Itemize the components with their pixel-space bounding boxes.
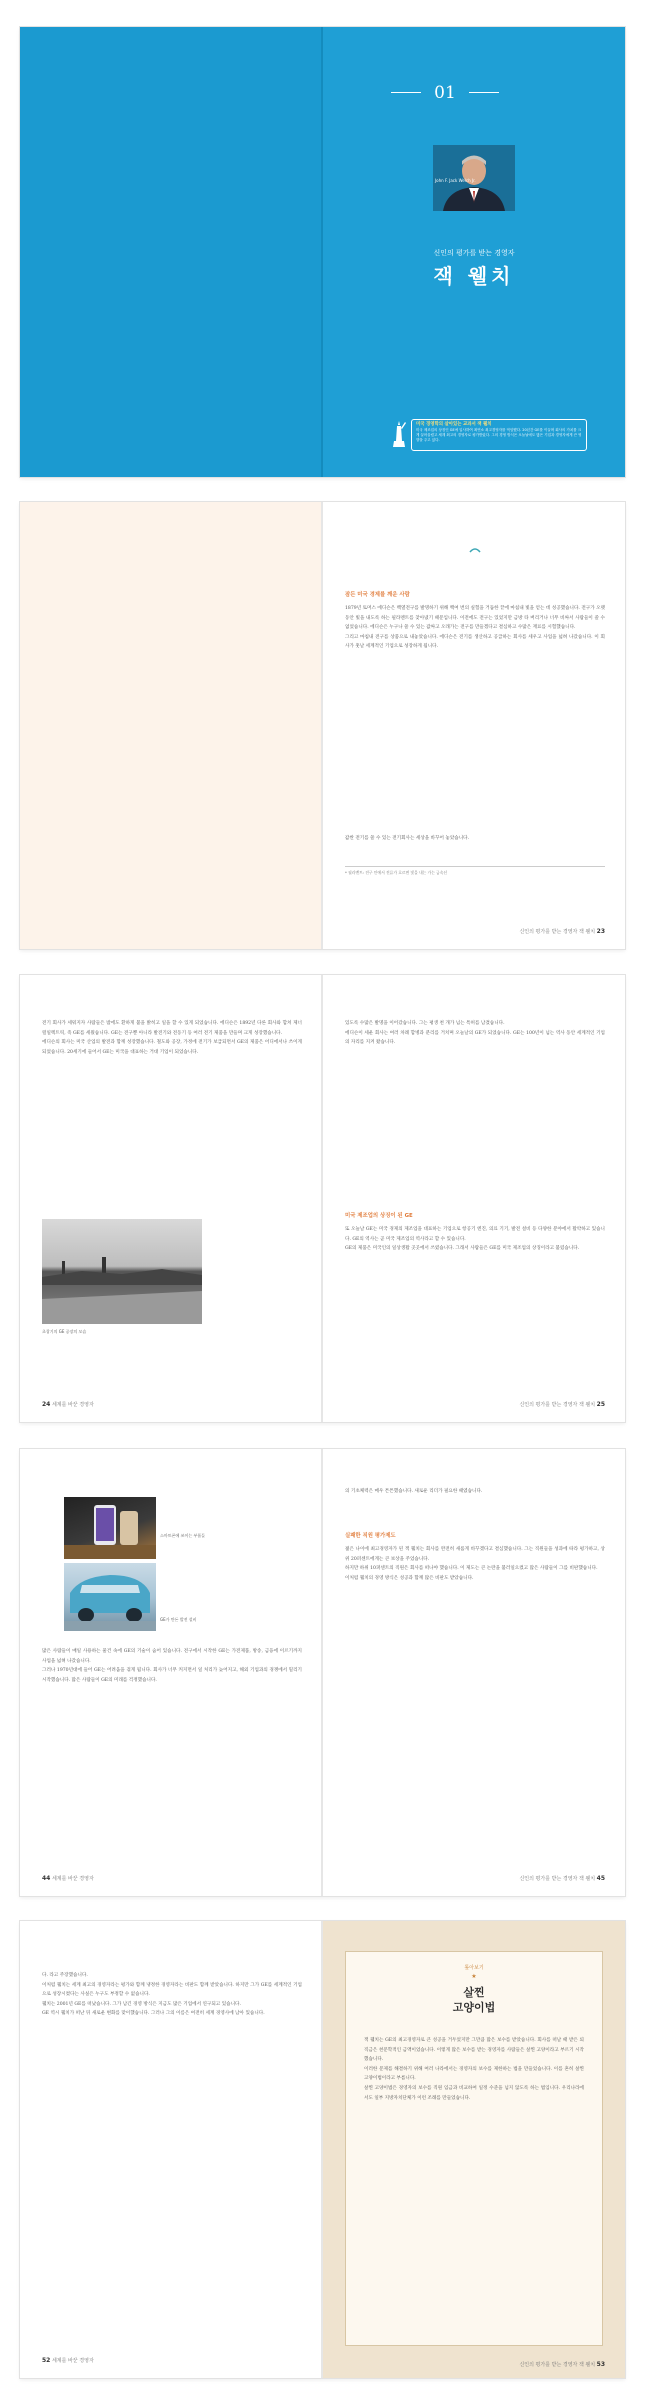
- section-heading: 미국 제조업의 상징이 된 GE: [345, 1213, 413, 1219]
- folio-right: [519, 1401, 605, 1408]
- liberty-statue-icon: [390, 419, 408, 449]
- folio-right: [519, 2361, 605, 2368]
- spread-page-24-25: [20, 975, 625, 1422]
- paragraph: 이처럼 웰치의 경영 방식은 성공과 함께 많은 비판도 받았습니다.: [345, 1575, 474, 1581]
- star-icon: ★: [471, 1973, 477, 1980]
- paragraph: 다. 라고 주장했습니다.: [42, 1973, 88, 1978]
- folio-left: [42, 1401, 94, 1408]
- intro-title: 미국 경영학의 살아있는 교과서 잭 웰치: [416, 422, 492, 427]
- body-text: [345, 604, 605, 652]
- photo-caption: 초창기의 GE 공장의 모습: [42, 1329, 87, 1334]
- ornament-icon: [469, 546, 481, 554]
- body-text: [42, 1647, 302, 1685]
- power-plant-illustration: [64, 1563, 156, 1631]
- subtitle: 신인의 평가를 받는 경영자: [433, 249, 515, 257]
- spread-page-52-53: [20, 1921, 625, 2378]
- paragraph: 젊은 나이에 최고경영자가 된 잭 웰치는 회사를 완전히 새롭게 바꾸겠다고 결심했습니다. 그는 직원들을 성과에 따라 평가하고, 상위 20퍼센트에게는 큰 보상을 주었습니다.: [345, 1547, 605, 1562]
- folio-text: 신인의 평가를 받는 경영자 잭 웰치: [519, 929, 596, 935]
- folio-text: 세계를 바꾼 경영자: [51, 1876, 94, 1882]
- sidebar-box: [345, 1951, 603, 2346]
- paragraph: 1879년 토머스 에디슨은 백열전구를 발명하기 위해 백여 번의 실험을 거듭한 끝에 마침내 빛을 얻는 데 성공했습니다. 전구가 오랫동안 빛을 내도록 하는 필라멘트를 찾아냈기 때문입니다. 이전에도 전구는 있었지만 금방 타 버리거나 너무 비싸서 사람들이 쓸 수 없었습니다. 에디슨은 누구나 쓸 수 있는 값싸고 오래가는 전구를 만들겠다고 결심하고 수많은 재료를 시험했습니다.: [345, 606, 605, 631]
- box-title-line-1: 살찐: [463, 1986, 485, 1999]
- paragraph: 또 오늘날 GE는 미국 경제의 제조업을 대표하는 기업으로 항공기 엔진, 의료 기기, 발전 설비 등 다양한 분야에서 활약하고 있습니다. GE의 역사는 곧 미국 제조업의 역사라고 할 수 있습니다.: [345, 1227, 605, 1242]
- folio-right: [519, 928, 605, 935]
- paragraph: GE 역시 웰치가 떠난 뒤 새로운 변화를 맞이했습니다. 그러나 그의 이름은 여전히 세계 경영사에 남아 있습니다.: [42, 2011, 265, 2017]
- page-number: 25: [596, 1401, 605, 1408]
- body-text: [345, 1225, 605, 1254]
- right-page: [323, 27, 625, 477]
- right-page: [323, 975, 625, 1422]
- folio-text: 세계를 바꾼 경영자: [51, 2358, 94, 2364]
- paragraph: 에디슨의 회사는 미국 산업의 발전과 함께 성장했습니다. 철도와 공장, 가정에 전기가 보급되면서 GE의 제품은 어디에서나 쓰이게 되었습니다. 20세기에 들어서 GE는 미국을 대표하는 거대 기업이 되었습니다.: [42, 1040, 302, 1055]
- factory-illustration: [42, 1219, 202, 1324]
- left-page: [20, 1921, 322, 2378]
- body-text: [42, 1971, 302, 2019]
- folio-right: [519, 1875, 605, 1882]
- photo-caption: GE가 만든 발전 설비: [160, 1617, 197, 1622]
- left-page: [20, 1449, 322, 1896]
- paragraph: GE의 제품은 미국인의 일상생활 곳곳에서 쓰였습니다. 그래서 사람들은 GE를 미국 제조업의 상징이라고 불렀습니다.: [345, 1246, 580, 1252]
- intro-body: 미국 제조업의 상징인 GE에 입사하여 최연소 최고경영자를 역임했다. 20년간 GE를 이끌며 회사의 가치를 크게 끌어올렸고 세계 최고의 경영자로 평가받았다. 그의 경영 방식은 오늘날에도 많은 기업과 경영자에게 큰 영향을 주고 있다.: [416, 428, 582, 442]
- factory-photo: [42, 1219, 202, 1324]
- chapter-number: 01: [434, 83, 456, 103]
- paragraph: 이처럼 웰치는 세계 최고의 경영자라는 평가와 함께 냉정한 경영자라는 비판도 함께 받았습니다. 하지만 그가 GE를 세계적인 기업으로 성장시켰다는 사실은 누구도 부정할 수 없습니다.: [42, 1982, 302, 1998]
- page-number: 23: [596, 928, 605, 935]
- folio-text: 신인의 평가를 받는 경영자 잭 웰치: [519, 1876, 596, 1882]
- body-text: [345, 834, 605, 844]
- photo-caption: 스마트폰에 쓰이는 부품들: [160, 1533, 206, 1538]
- right-page: [323, 1921, 625, 2378]
- paragraph: 있도록 수많은 발명을 이어갔습니다. 그는 평생 천 개가 넘는 특허를 남겼습니다.: [345, 1021, 505, 1026]
- paragraph: 잭 웰치는 GE의 최고경영자로 큰 성공을 거두었지만 그만큼 많은 보수를 받았습니다. 회사를 떠날 때 받은 퇴직금은 천문학적인 금액이었습니다. 이렇게 많은 보수를 받는 경영자를 사람들은 살찐 고양이라고 부르기 시작했습니다.: [364, 2038, 584, 2063]
- paragraph: 의 기초체력은 매우 튼튼했습니다. 새로운 리더가 필요한 때였습니다.: [345, 1489, 483, 1494]
- spread-page-22-23: [20, 502, 625, 949]
- intro-box: [411, 419, 587, 451]
- paragraph: 살찐 고양이법은 경영자의 보수를 직원 임금과 비교하여 일정 수준을 넘지 않도록 하는 법입니다. 우리나라에서도 일부 지방자치단체가 이런 조례를 만들었습니다.: [364, 2085, 584, 2101]
- body-text: [42, 1019, 302, 1057]
- left-page: [20, 975, 322, 1422]
- right-page: [323, 1449, 625, 1896]
- power-plant-photo: [64, 1563, 156, 1631]
- left-page: [20, 502, 322, 949]
- paragraph: 전기 회사가 세워지자 사람들은 밤에도 환하게 불을 밝히고 일을 할 수 있게 되었습니다. 에디슨은 1892년 다른 회사와 합쳐 제너럴일렉트릭, 즉 GE를 세웠습니다. GE는 전구뿐 아니라 발전기와 전동기 등 여러 전기 제품을 만들며 크게 성장했습니다.: [42, 1021, 302, 1036]
- body-text: [345, 1487, 605, 1497]
- folio-text: 신인의 평가를 받는 경영자 잭 웰치: [519, 1402, 596, 1408]
- footnote-rule: [345, 866, 605, 867]
- paragraph: 에디슨이 세운 회사는 여러 차례 합병과 분리를 거치며 오늘날의 GE가 되었습니다. GE는 100년이 넘는 역사 동안 세계적인 기업의 자리를 지켜 왔습니다.: [345, 1030, 605, 1046]
- paragraph: 많은 사람들이 매일 사용하는 물건 속에 GE의 기술이 숨어 있습니다. 전구에서 시작한 GE는 가전제품, 방송, 금융에 이르기까지 사업을 넓혀 나갔습니다.: [42, 1649, 302, 1664]
- paragraph: 하지만 하위 10퍼센트의 직원은 회사를 떠나야 했습니다. 이 제도는 큰 논란을 불러일으켰고 많은 사람들이 그를 비판했습니다.: [345, 1566, 598, 1572]
- rule-left: [391, 92, 421, 93]
- rule-right: [469, 92, 499, 93]
- box-body: [364, 2036, 584, 2103]
- paragraph: 이러한 문제를 해결하기 위해 여러 나라에서는 경영자의 보수를 제한하는 법을 만들었습니다. 이를 흔히 살찐 고양이법이라고 부릅니다.: [364, 2066, 584, 2082]
- folio-text: 신인의 평가를 받는 경영자 잭 웰치: [519, 2362, 596, 2368]
- page-number: 53: [596, 2361, 605, 2368]
- section-heading: 잠든 미국 경제를 깨운 사람: [345, 592, 410, 598]
- smartphone-illustration: [64, 1497, 156, 1559]
- section-heading: 실패한 직원 평가제도: [345, 1533, 396, 1539]
- folio-text: 세계를 바꾼 경영자: [51, 1402, 94, 1408]
- page-number: 52: [42, 2357, 51, 2364]
- smartphone-photo: [64, 1497, 156, 1559]
- paragraph: 웰치는 2001년 GE를 떠났습니다. 그가 남긴 경영 방식은 지금도 많은 기업에서 연구되고 있습니다.: [42, 2001, 241, 2007]
- footnote: * 필라멘트: 전구 안에서 전류가 흐르면 빛을 내는 가는 금속선: [345, 870, 448, 875]
- paragraph: 그러나 1970년대에 들어 GE는 어려움을 겪게 됩니다. 회사가 너무 커지면서 일 처리가 늦어지고, 해외 기업과의 경쟁에서 밀리기 시작했습니다. 많은 사람들이 GE의 미래를 걱정했습니다.: [42, 1668, 302, 1683]
- page-number: 24: [42, 1401, 51, 1408]
- box-label: 톺아보기: [464, 1965, 484, 1971]
- body-text: [345, 1019, 605, 1048]
- right-page: [323, 502, 625, 949]
- folio-left: [42, 1875, 94, 1882]
- portrait-caption: John F. Jack Welch Jr.: [435, 178, 476, 183]
- person-name: 잭 웰치: [433, 264, 515, 288]
- page-number: 45: [596, 1875, 605, 1882]
- folio-left: [42, 2357, 94, 2364]
- spread-chapter-opener: [20, 27, 625, 477]
- paragraph: 값싼 전기를 쓸 수 있는 전기회사는 세상을 바꾸어 놓았습니다.: [345, 836, 470, 841]
- spread-page-44-45: [20, 1449, 625, 1896]
- paragraph: 그리고 마침내 전구를 상품으로 내놓았습니다. 에디슨은 전기를 생산하고 공급하는 회사를 세우고 사업을 넓혀 나갔습니다. 이 회사가 훗날 세계적인 기업으로 성장하게 됩니다.: [345, 634, 605, 650]
- box-title-line-2: 고양이법: [452, 2001, 496, 2014]
- body-text: [345, 1545, 605, 1583]
- page-number: 44: [42, 1875, 51, 1882]
